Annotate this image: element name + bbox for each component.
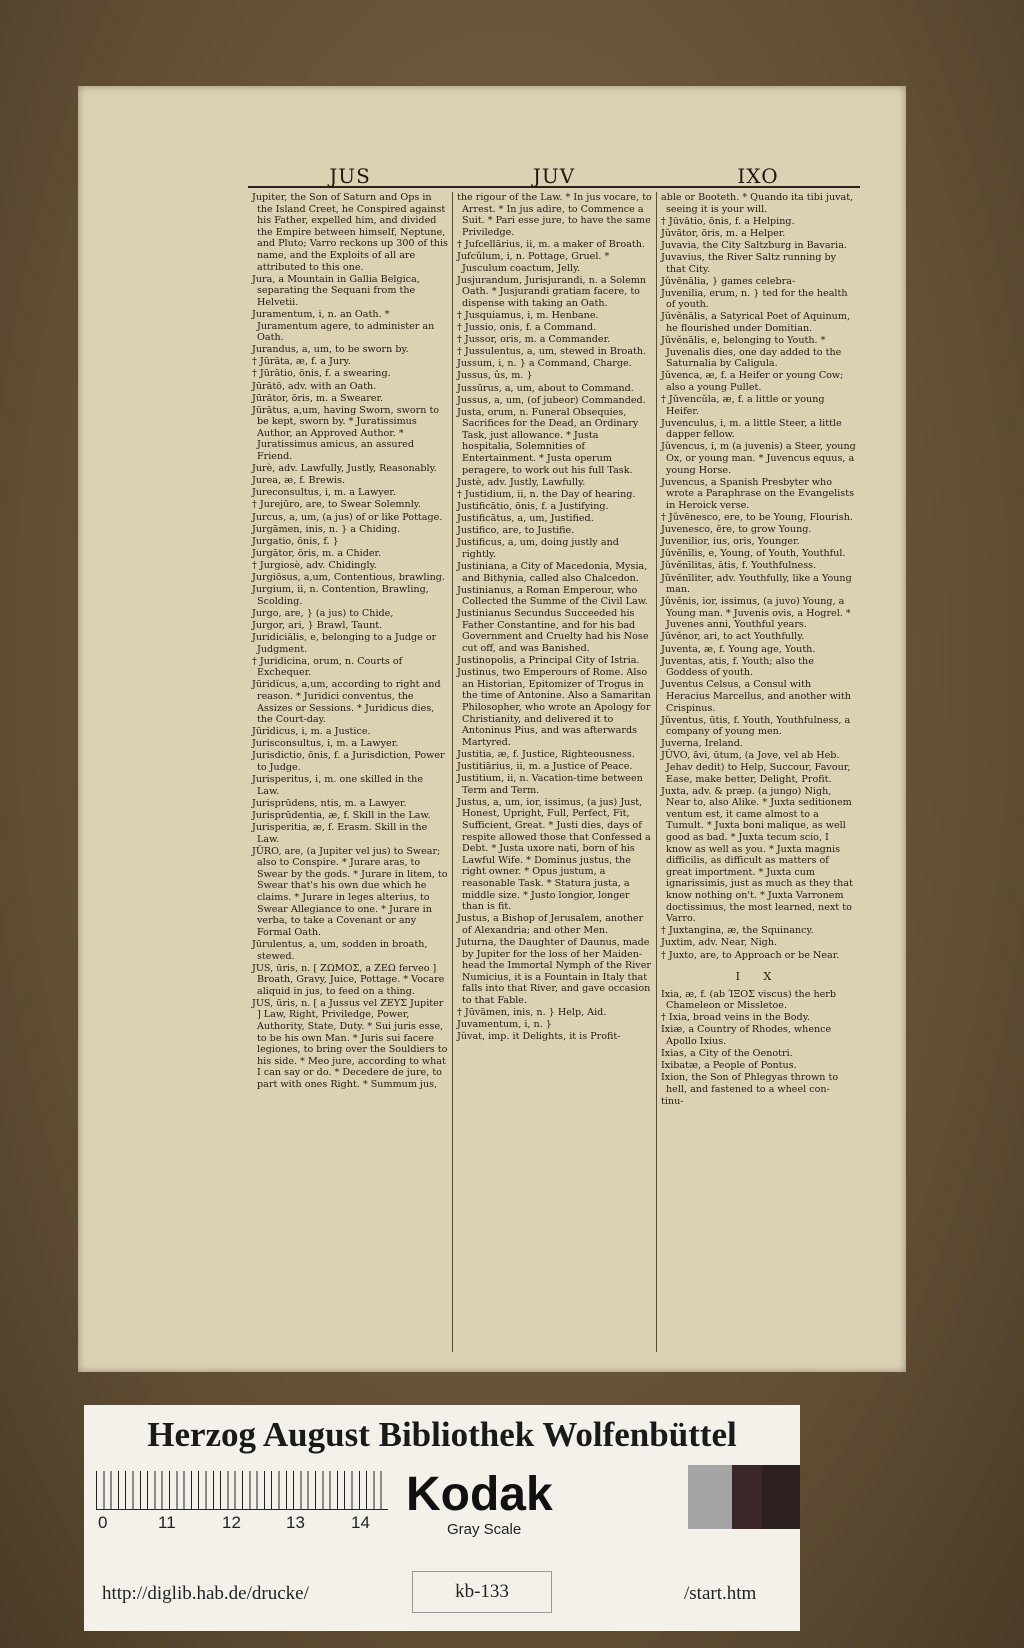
dictionary-entry: Jurgor, ari, } Brawl, Taunt.: [252, 619, 383, 631]
dictionary-entry: Jurisdictio, ōnis, f. a Jurisdiction, Power to Judge.: [252, 750, 445, 773]
dictionary-entry: Juventas, atis, f. Youth; also the Goddess of youth.: [661, 655, 814, 679]
dictionary-entry: † Jufcellārius, ii, m. a maker of Broath.: [457, 238, 645, 250]
dictionary-entry: Jūrātō, adv. with an Oath.: [252, 380, 377, 392]
dictionary-entry: Justificātus, a, um, Justified.: [457, 513, 594, 525]
column-1: [248, 192, 452, 1352]
dictionary-entry: Juverna, Ireland.: [661, 738, 743, 750]
dictionary-entry: Jŭvĕnīlis, e, Young, of Youth, Youthful.: [661, 548, 846, 560]
gray-scale-label: Gray Scale: [447, 1521, 522, 1538]
dictionary-entry: Jurgātor, ōris, m. a Chider.: [252, 547, 382, 559]
dictionary-entry: † Jūvātio, ōnis, f. a Helping.: [661, 215, 795, 227]
dictionary-entry: Jŭvat, imp. it Delights, it is Profit-: [457, 1031, 621, 1043]
url-right: /start.htm: [684, 1583, 757, 1604]
dictionary-entry: Jŭvātor, ōris, m. a Helper.: [661, 227, 786, 239]
dictionary-entry: Justinianus, a Roman Emperour, who Collected the Summe of the Civil Law.: [457, 584, 648, 608]
kodak-logo: Kodak: [406, 1468, 553, 1521]
dictionary-entry: JŬVO, āvi, ūtum, (a Jove, vel ab Heb. Jehav dedit) to Help, Succour, Favour, Ease, make better, Delight, Profit.: [661, 750, 851, 785]
dictionary-entry: Juxtim, adv. Near, Nigh.: [661, 937, 778, 949]
page-content: [248, 164, 860, 1352]
dictionary-entry: Justificus, a, um, doing justly and rightly.: [457, 537, 619, 560]
dictionary-entry: Juvavius, the River Saltz running by that City.: [661, 251, 837, 275]
dictionary-entry: † Jūrāta, æ, f. a Jury.: [252, 356, 351, 368]
dictionary-entry: Jurgium, ii, n. Contention, Brawling, Scolding.: [252, 584, 429, 607]
dictionary-entry: Jurea, æ, f. Brewis.: [252, 475, 346, 487]
dictionary-entry: Juvenesco, ĕre, to grow Young.: [661, 524, 812, 536]
dictionary-entry: Jŭvĕnīlitas, ātis, f. Youthfulness.: [661, 560, 817, 572]
dictionary-entry: Jurandus, a, um, to be sworn by.: [252, 344, 409, 356]
code-box: kb-133: [412, 1571, 552, 1613]
dictionary-entry: Jurè, adv. Lawfully, Justly, Reasonably.: [252, 463, 437, 475]
dictionary-entry: Jurcus, a, um, (a jus) of or like Pottage.: [252, 511, 443, 523]
dictionary-entry: Jufcŭlum, i, n. Pottage, Gruel. * Jusculum coactum, Jelly.: [457, 250, 610, 274]
dictionary-entry: Jurgatio, ōnis, f. }: [252, 535, 339, 547]
dictionary-entry: Justus, a Bishop of Jerusalem, another of Alexandria; and other Men.: [457, 913, 644, 936]
ruler-number: 12: [222, 1513, 241, 1532]
dictionary-entry: able or Booteth. * Quando ita tibi juvat, seeing it is your will.: [661, 192, 854, 215]
dictionary-entry: Jūrĭdicus, i, m. a Justice.: [252, 726, 371, 738]
dictionary-entry: Justificātio, ōnis, f. a Justifying.: [457, 500, 609, 512]
dictionary-entry: Justifico, are, to Justifie.: [457, 525, 575, 537]
running-head-center: JUV: [532, 164, 576, 188]
dictionary-entry: Jupiter, the Son of Saturn and Ops in the Island Creet, he Conspired against his Father, expelled him, and divided the Empire between himself, Neptune, and Pluto; Varro reckons up 300 of this name, and the Exploits of all are attributed to this one.: [252, 192, 448, 273]
dictionary-entry: Jūrulentus, a, um, sodden in broath, stewed.: [252, 938, 428, 962]
dictionary-entry: Juventus Celsus, a Consul with Heracius Marcellus, and another with Crispinus.: [661, 679, 851, 714]
dictionary-entry: Jūridĭcus, a,um, according to right and reason. * Juridici conventus, the Assizes or Sessions. * Juridicus dies, the Court-day.: [252, 679, 441, 726]
dictionary-entry: JUS, ūris, n. [ ΖΩΜΟΣ, a ΖΕΩ ferveo ] Broath, Gravy, Juice, Pottage. * Vocare aliquid in jus, to feed on a thing.: [252, 962, 445, 997]
column-3: [656, 192, 860, 1352]
dictionary-entry: Jurgāmen, inis, n. } a Chiding.: [252, 523, 401, 535]
dictionary-entry: Juvenilior, ius, oris, Younger.: [661, 536, 800, 548]
dictionary-entry: Jŭvĕnor, ari, to act Youthfully.: [661, 631, 805, 643]
dictionary-entry: † Jŭvēnesco, ere, to be Young, Flourish.: [661, 512, 853, 524]
dictionary-entry: Juventa, æ, f. Young age, Youth.: [661, 643, 816, 655]
dictionary-entry: Jŭvĕnis, ior, issimus, (a juvo) Young, a Young man. * Juvenis ovis, a Hogrel. * Juvenes anni, Youthful years.: [661, 596, 851, 631]
dictionary-entry: Jurisperitia, æ, f. Erasm. Skill in the Law.: [252, 821, 428, 845]
section-heading: I X: [735, 970, 782, 984]
dictionary-entry: Jussum, i, n. } a Command, Charge.: [457, 358, 632, 370]
book-page: [78, 86, 906, 1372]
dictionary-entry: Ixia, æ, f. (ab ΊΞΟΣ viscus) the herb Chameleon or Missletoe.: [661, 988, 837, 1012]
dictionary-entry: Juvenculus, i, m. a little Steer, a little dapper fellow.: [661, 417, 842, 441]
dictionary-entry: Juvamentum, i, n. }: [457, 1019, 552, 1031]
dictionary-entry: Justinopolis, a Principal City of Istria.: [457, 655, 640, 667]
dictionary-entry: † Jūrātio, ōnis, f. a swearing.: [252, 368, 391, 380]
dictionary-entry: † Justidium, ii, n. the Day of hearing.: [457, 488, 636, 500]
dictionary-entry: † Jussulentus, a, um, stewed in Broath.: [457, 346, 647, 358]
dictionary-entry: Juramentum, i, n. an Oath. * Juramentum agere, to administer an Oath.: [252, 308, 435, 344]
dictionary-entry: † Ixia, broad veins in the Body.: [661, 1012, 810, 1024]
dictionary-entry: Justinianus Secundus Succeeded his Father Constantine, and for his bad Government and Cruelty had his Nose cut off, and was Banished.: [457, 608, 649, 655]
dictionary-entry: Jurgiōsus, a,um, Contentious, brawling.: [252, 572, 445, 583]
dictionary-entry: † Jūvāmen, inis, n. } Help, Aid.: [457, 1006, 607, 1018]
url-left: http://diglib.hab.de/drucke/: [102, 1583, 309, 1604]
dictionary-entry: Ixibatæ, a People of Pontus.: [661, 1060, 797, 1072]
dictionary-entry: Juvenilia, erum, n. } ted for the health of youth.: [661, 287, 848, 311]
dictionary-entry: Jurisprūdens, ntis, m. a Lawyer.: [252, 797, 407, 809]
dictionary-entry: Juturna, the Daughter of Daunus, made by Jupiter for the loss of her Maiden-head the Immortal Nymph of the River Numicius, it is a Fountain in Italy that falls into that River, and gave occasion to that Fable.: [457, 936, 651, 1006]
dictionary-entry: Juvavia, the City Saltzburg in Bavaria.: [661, 239, 847, 251]
dictionary-entry: Ixiæ, a Country of Rhodes, whence Apollo Ixius.: [661, 1024, 832, 1048]
ruler-number: 13: [286, 1513, 305, 1532]
dictionary-entry: Jŭvencus, i, m (a juvenis) a Steer, young Ox, or young man. * Juvencus equus, a young Horse.: [661, 441, 856, 476]
library-target-card: [84, 1405, 800, 1631]
dictionary-entry: † Jurgiosè, adv. Chidingly.: [252, 559, 377, 571]
dictionary-entry: Jusjurandum, Jurisjurandi, n. a Solemn Oath. * Jusjurandi gratiam facere, to dispense with taking an Oath.: [457, 274, 647, 309]
dictionary-entry: Jurisconsultus, i, m. a Lawyer.: [252, 738, 399, 750]
running-head-left: JUS: [329, 164, 371, 188]
dictionary-entry: Jŭvēnālia, } games celebra-: [661, 275, 796, 287]
ruler-numbers: [96, 1513, 388, 1531]
dark-patch: [732, 1465, 762, 1529]
dictionary-entry: Jussūrus, a, um, about to Command.: [457, 382, 634, 394]
dictionary-entry: the rigour of the Law. * In jus vocare, to Arrest. * In jus adire, to Commence a Suit. * Pari esse jure, to have the same Priviledge.: [457, 192, 652, 238]
black-patch: [762, 1465, 800, 1529]
dictionary-entry: † Juxto, are, to Approach or be Near.: [661, 949, 840, 961]
dictionary-entry: Justinus, two Emperours of Rome. Also an Historian, Epitomizer of Trogus in the time of Antonine. Also a Samaritan Philosopher, who wrote an Apology for Christianity, and delivered it to Antoninus Pius, and was afterwards Martyred.: [457, 667, 651, 748]
scale-ruler: [96, 1471, 388, 1510]
dictionary-entry: † Jussio, onis, f. a Command.: [457, 322, 597, 334]
library-name: Herzog August Bibliothek Wolfenbüttel: [147, 1415, 737, 1454]
dictionary-entry: Jurgo, are, } (a jus) to Chide,: [252, 607, 394, 619]
dictionary-entry: Jŭvĕnālis, e, belonging to Youth. * Juvenalis dies, one day added to the Saturnalia by Caligula.: [661, 335, 842, 370]
dictionary-entry: Jŭventus, ūtis, f. Youth, Youthfulness, a company of young men.: [661, 714, 851, 738]
dictionary-entry: Jŭvĕnīliter, adv. Youthfully, like a Young man.: [661, 572, 852, 596]
running-head-right: IXO: [737, 164, 779, 188]
dictionary-entry: Jussus, a, um, (of jubeor) Commanded.: [457, 394, 646, 406]
dictionary-entry: † Jussor, oris, m. a Commander.: [457, 334, 611, 346]
dictionary-entry: † Juxtangina, æ, the Squinancy.: [661, 925, 814, 937]
gray-patch: [688, 1465, 732, 1529]
running-heads: [248, 164, 860, 188]
ruler-number: 11: [158, 1513, 176, 1532]
dictionary-entry: † Juridicina, orum, n. Courts of Exchequer.: [252, 655, 403, 679]
dictionary-entry: tinu-: [661, 1096, 684, 1108]
dictionary-entry: Jura, a Mountain in Gallia Belgica, separating the Sequani from the Helvetii.: [252, 273, 420, 308]
dictionary-entry: Juxta, adv. & præp. (a jungo) Nigh, Near to, also Alike. * Juxta seditionem ventum est, it came almost to a Tumult. * Juxta boni malique, as well good as bad. * Juxta tecum scio, I know as well as you. * Juxta magnis difficilis, as difficult as matters of great importment. * Juxta cum ignarissimis, just as much as they that know nothing on't. * Juxta Varronem doctissimus, the most learned, next to Varro.: [661, 785, 853, 925]
dictionary-entry: Jŭvĕnālis, a Satyrical Poet of Aquinum, he flourished under Domitian.: [661, 311, 851, 335]
dictionary-entry: Juvencus, a Spanish Presbyter who wrote a Paraphrase on the Evangelists in Heroick verse.: [661, 476, 854, 511]
dictionary-entry: Jŭvenca, æ, f. a Heifer or young Cow; also a young Pullet.: [661, 370, 844, 393]
dictionary-columns: [248, 192, 860, 1352]
dictionary-entry: † Jurejūro, are, to Swear Solemnly.: [252, 499, 421, 511]
dictionary-entry: † Jŭvencŭla, æ, f. a little or young Heifer.: [661, 394, 825, 417]
dictionary-entry: Justitiārius, ii, m. a Justice of Peace.: [457, 761, 633, 772]
dictionary-entry: Jussus, ûs, m. }: [457, 370, 533, 382]
dictionary-entry: Justus, a, um, ior, issimus, (a jus) Just, Honest, Upright, Full, Perfect, Fit, Sufficient, Great. * Justi dies, days of respite allowed those that Confessed a Debt. * Justa uxore nati, born of his Lawful Wife. * Dominus justus, the right owner. * Opus justum, a reasonable Task. * Statura justa, a middle size. * Justo longior, longer than is fit.: [457, 796, 651, 913]
dictionary-entry: JŪRO, are, (a Jupiter vel jus) to Swear; also to Conspire. * Jurare aras, to Swear by the gods. * Jurare in litem, to Swear that's his own due which he claims. * Jurare in leges alterius, to Swear Allegiance to one. * Jurare in verba, to take a Covenant or any Formal Oath.: [252, 845, 448, 938]
dictionary-entry: Juridiciālis, e, belonging to a Judge or Judgment.: [252, 631, 437, 655]
dictionary-entry: Justitia, æ, f. Justice, Righteousness.: [457, 748, 635, 760]
dictionary-entry: Justè, adv. Justly, Lawfully.: [457, 476, 586, 488]
dictionary-entry: Jūrātor, ōris, m. a Swearer.: [252, 392, 384, 404]
dictionary-entry: Jūrātus, a,um, having Sworn, sworn to be kept, sworn by. * Juratissimus Author, an Approved Author. * Juratissimus amicus, an assured Friend.: [252, 404, 440, 463]
ruler-number: 0: [98, 1513, 108, 1532]
ruler-number: 14: [351, 1513, 370, 1532]
dictionary-entry: Ixias, a City of the Oenotri.: [661, 1048, 793, 1060]
dictionary-entry: Jurisperitus, i, m. one skilled in the Law.: [252, 774, 423, 797]
dictionary-entry: JUS, ūris, n. [ a Jussus vel ΖΕΥΣ Jupiter ] Law, Right, Priviledge, Power, Authority, State, Duty. * Sui juris esse, to be his own Man. * Juris sui facere legiones, to bring over the Souldiers to his side. * Meo jure, according to what I can say or do. * Decedere de jure, to part with ones Right. * Summum jus,: [252, 997, 448, 1091]
dictionary-entry: Justitium, ii, n. Vacation-time between Term and Term.: [457, 773, 643, 796]
dictionary-entry: Ixion, the Son of Phlegyas thrown to hell, and fastened to a wheel con-: [661, 1072, 839, 1095]
column-2: [452, 192, 656, 1352]
dictionary-entry: † Jusquiamus, i, m. Henbane.: [457, 309, 599, 321]
dictionary-entry: Jurisprūdentia, æ, f. Skill in the Law.: [252, 809, 431, 821]
dictionary-entry: Justiniana, a City of Macedonia, Mysia, and Bithynia, called also Chalcedon.: [457, 560, 648, 584]
dictionary-entry: Justa, orum, n. Funeral Obsequies, Sacrifices for the Dead, an Ordinary Task, just allowance. * Justa hospitalia, Solemnities of Entertainment. * Justa operum peragere, to work out his full Task.: [457, 406, 639, 476]
dictionary-entry: Jureconsultus, i, m. a Lawyer.: [252, 487, 396, 499]
